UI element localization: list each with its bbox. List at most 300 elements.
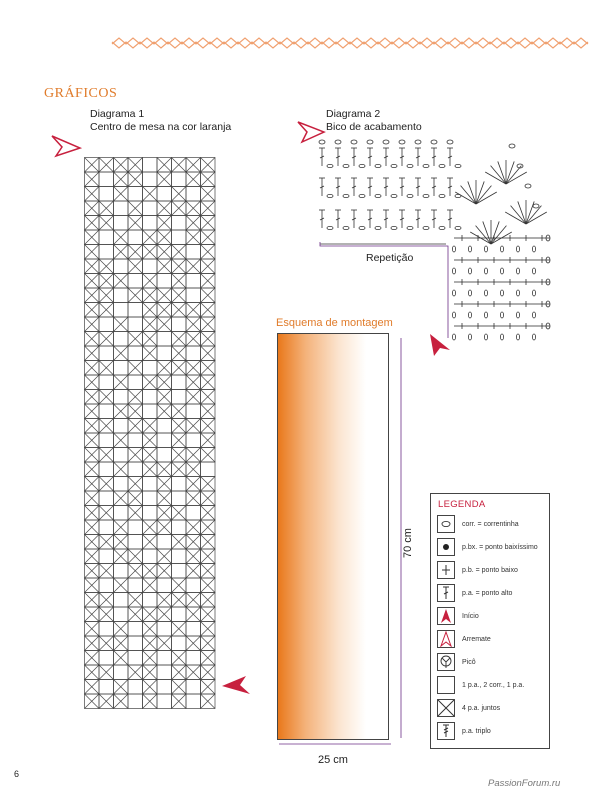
x-mark bbox=[201, 375, 216, 390]
x-mark bbox=[114, 680, 129, 695]
x-mark bbox=[186, 593, 201, 608]
x-mark bbox=[85, 491, 100, 506]
x-mark bbox=[143, 520, 158, 535]
x-mark bbox=[143, 694, 158, 709]
grid-cell-empty bbox=[201, 462, 216, 477]
chain-stitch bbox=[359, 164, 365, 167]
x-mark bbox=[85, 419, 100, 434]
x-mark bbox=[186, 375, 201, 390]
x-mark bbox=[201, 245, 216, 260]
grid-cell-empty bbox=[114, 665, 129, 680]
chain-stitch bbox=[375, 164, 381, 167]
x-mark bbox=[114, 462, 129, 477]
grid-cell-empty bbox=[143, 259, 158, 274]
grid-cell-empty bbox=[114, 477, 129, 492]
grid-cell-empty bbox=[99, 245, 114, 260]
chain-stitch bbox=[532, 334, 535, 340]
chain-icon bbox=[437, 515, 455, 533]
x-mark bbox=[172, 448, 187, 463]
x-mark bbox=[172, 303, 187, 318]
diagram2-subtitle: Bico de acabamento bbox=[326, 121, 422, 133]
x-mark bbox=[114, 404, 129, 419]
x-mark bbox=[128, 245, 143, 260]
grid-cell-empty bbox=[157, 332, 172, 347]
picot-stitch bbox=[383, 140, 389, 144]
x-mark bbox=[114, 578, 129, 593]
grid-cell-empty bbox=[99, 172, 114, 187]
x-mark bbox=[85, 448, 100, 463]
x-mark bbox=[143, 622, 158, 637]
x-mark bbox=[172, 288, 187, 303]
x-mark bbox=[186, 665, 201, 680]
grid-cell-empty bbox=[99, 187, 114, 202]
x-mark bbox=[201, 404, 216, 419]
x-mark bbox=[172, 694, 187, 709]
x-mark bbox=[114, 694, 129, 709]
x-mark bbox=[157, 564, 172, 579]
chain-stitch bbox=[516, 246, 519, 252]
x-mark bbox=[143, 317, 158, 332]
x-mark bbox=[85, 651, 100, 666]
grid-cell-empty bbox=[157, 694, 172, 709]
grid-cell-empty bbox=[172, 607, 187, 622]
x-mark bbox=[172, 259, 187, 274]
watermark: PassionForum.ru bbox=[488, 778, 561, 789]
x-mark bbox=[186, 462, 201, 477]
x-mark bbox=[201, 665, 216, 680]
x-mark bbox=[114, 622, 129, 637]
x-mark bbox=[128, 201, 143, 216]
chain-stitch bbox=[391, 194, 397, 197]
x-mark bbox=[186, 419, 201, 434]
x-mark bbox=[143, 607, 158, 622]
chain-stitch bbox=[391, 226, 397, 229]
grid-cell-empty bbox=[114, 361, 129, 376]
x-mark bbox=[157, 491, 172, 506]
x-mark bbox=[143, 288, 158, 303]
grid-cell-empty bbox=[99, 680, 114, 695]
x-mark bbox=[143, 448, 158, 463]
x-mark bbox=[157, 172, 172, 187]
chain-stitch bbox=[516, 268, 519, 274]
grid-cell-empty bbox=[99, 375, 114, 390]
x-mark bbox=[143, 535, 158, 550]
x-mark bbox=[85, 187, 100, 202]
x-mark bbox=[172, 346, 187, 361]
grid-cell-empty bbox=[128, 274, 143, 289]
grid-cell-empty bbox=[114, 607, 129, 622]
grid-cell-empty bbox=[172, 520, 187, 535]
legend-text: Arremate bbox=[462, 635, 491, 643]
chain-stitch bbox=[343, 164, 349, 167]
grid-cell-empty bbox=[128, 578, 143, 593]
grid-cell-empty bbox=[99, 317, 114, 332]
x-mark bbox=[172, 361, 187, 376]
x-mark bbox=[143, 346, 158, 361]
x-mark bbox=[157, 317, 172, 332]
x-mark bbox=[85, 201, 100, 216]
fan-stitch bbox=[491, 221, 499, 244]
x-mark bbox=[186, 535, 201, 550]
x-mark bbox=[143, 636, 158, 651]
x-mark bbox=[157, 506, 172, 521]
grid-cell-empty bbox=[99, 230, 114, 245]
diagram1-finish-arrow-icon bbox=[222, 676, 250, 700]
x-mark bbox=[128, 549, 143, 564]
x-mark bbox=[201, 477, 216, 492]
grid-cell-empty bbox=[99, 549, 114, 564]
x-mark bbox=[99, 390, 114, 405]
slip-stitch-icon bbox=[437, 538, 455, 556]
x-mark bbox=[85, 607, 100, 622]
x-mark bbox=[201, 346, 216, 361]
x-mark bbox=[201, 317, 216, 332]
x-mark bbox=[201, 216, 216, 231]
x-mark bbox=[172, 433, 187, 448]
x-mark bbox=[186, 361, 201, 376]
x-mark bbox=[172, 201, 187, 216]
picot-stitch bbox=[447, 140, 453, 144]
grid-cell-empty bbox=[172, 375, 187, 390]
x-mark bbox=[157, 636, 172, 651]
x-mark bbox=[157, 216, 172, 231]
x-mark bbox=[114, 549, 129, 564]
x-mark bbox=[114, 158, 129, 173]
assembly-title: Esquema de montagem bbox=[276, 317, 393, 329]
fan-stitch bbox=[526, 206, 541, 224]
legend-text: p.bx. = ponto baixíssimo bbox=[462, 543, 538, 551]
x-mark bbox=[201, 332, 216, 347]
triple-crochet-icon bbox=[437, 722, 455, 740]
grid-cell-empty bbox=[114, 390, 129, 405]
legend-text: 1 p.a., 2 corr., 1 p.a. bbox=[462, 681, 525, 689]
x-mark bbox=[186, 636, 201, 651]
x-mark bbox=[99, 288, 114, 303]
x-mark bbox=[99, 607, 114, 622]
x-mark bbox=[143, 187, 158, 202]
chain-stitch bbox=[516, 290, 519, 296]
x-mark bbox=[157, 462, 172, 477]
chain-stitch bbox=[500, 268, 503, 274]
grid-cell-empty bbox=[143, 361, 158, 376]
diagram1-subtitle: Centro de mesa na cor laranja bbox=[90, 121, 232, 133]
grid-cell-empty bbox=[172, 491, 187, 506]
x-mark bbox=[143, 245, 158, 260]
diagram1-chart-grid bbox=[84, 157, 216, 709]
x-mark bbox=[128, 665, 143, 680]
chain-stitch bbox=[532, 312, 535, 318]
x-mark bbox=[143, 578, 158, 593]
fan-stitch bbox=[476, 192, 497, 204]
grid-cell-empty bbox=[114, 332, 129, 347]
x-mark bbox=[85, 361, 100, 376]
chain-stitch bbox=[484, 334, 487, 340]
chain-stitch bbox=[532, 268, 535, 274]
x-mark bbox=[201, 564, 216, 579]
x-mark bbox=[99, 694, 114, 709]
chain-stitch bbox=[375, 226, 381, 229]
x-mark bbox=[85, 622, 100, 637]
x-mark bbox=[201, 520, 216, 535]
diagram2-finish-arrow-icon bbox=[430, 334, 450, 356]
x-mark bbox=[85, 230, 100, 245]
chain-stitch bbox=[455, 226, 461, 229]
grid-cell-empty bbox=[157, 433, 172, 448]
x-mark bbox=[172, 506, 187, 521]
x-mark bbox=[201, 274, 216, 289]
x-mark bbox=[114, 317, 129, 332]
x-mark bbox=[201, 172, 216, 187]
grid-cell-empty bbox=[157, 419, 172, 434]
grid-cell-empty bbox=[128, 520, 143, 535]
x-mark bbox=[128, 332, 143, 347]
dimension-lines bbox=[275, 330, 415, 750]
x-mark bbox=[157, 230, 172, 245]
diagram1-title: Diagrama 1 bbox=[90, 108, 145, 120]
chain-stitch bbox=[423, 226, 429, 229]
legend-text: corr. = correntinha bbox=[462, 520, 519, 528]
repeat-label: Repetição bbox=[366, 252, 414, 264]
x-mark bbox=[114, 433, 129, 448]
fan-stitch bbox=[455, 192, 476, 204]
fan-stitch bbox=[491, 166, 506, 184]
x-mark bbox=[201, 636, 216, 651]
x-mark bbox=[85, 535, 100, 550]
x-mark bbox=[85, 346, 100, 361]
decorative-zigzag-border bbox=[112, 36, 592, 50]
single-crochet-icon bbox=[437, 561, 455, 579]
chain-stitch bbox=[452, 334, 455, 340]
x-mark bbox=[201, 549, 216, 564]
fan-stitch bbox=[476, 186, 491, 204]
x-mark bbox=[128, 361, 143, 376]
grid-cell-empty bbox=[99, 520, 114, 535]
x-mark bbox=[85, 245, 100, 260]
grid-cell-empty bbox=[128, 636, 143, 651]
chain-stitch bbox=[407, 194, 413, 197]
x-mark bbox=[157, 404, 172, 419]
chain-stitch bbox=[516, 312, 519, 318]
chain-stitch bbox=[423, 194, 429, 197]
picot-stitch bbox=[335, 140, 341, 144]
grid-cell-empty bbox=[114, 593, 129, 608]
chain-stitch bbox=[484, 268, 487, 274]
x-mark bbox=[172, 651, 187, 666]
x-mark bbox=[85, 477, 100, 492]
x-mark bbox=[201, 158, 216, 173]
x-mark bbox=[114, 651, 129, 666]
x-mark bbox=[99, 636, 114, 651]
grid-cell-empty bbox=[143, 158, 158, 173]
grid-cell-empty bbox=[128, 303, 143, 318]
chain-stitch bbox=[391, 164, 397, 167]
empty-square-icon bbox=[437, 676, 455, 694]
legend-box bbox=[430, 493, 550, 749]
grid-cell-empty bbox=[143, 216, 158, 231]
grid-cell-empty bbox=[172, 390, 187, 405]
x-mark bbox=[172, 462, 187, 477]
grid-cell-empty bbox=[143, 390, 158, 405]
double-crochet-icon bbox=[437, 584, 455, 602]
picot-stitch bbox=[367, 140, 373, 144]
grid-cell-empty bbox=[186, 506, 201, 521]
x-mark bbox=[186, 477, 201, 492]
grid-cell-empty bbox=[157, 651, 172, 666]
x-mark bbox=[201, 491, 216, 506]
x-mark bbox=[186, 158, 201, 173]
x-mark bbox=[172, 535, 187, 550]
chain-stitch bbox=[452, 268, 455, 274]
x-mark bbox=[85, 274, 100, 289]
grid-cell-empty bbox=[172, 636, 187, 651]
x-mark bbox=[186, 549, 201, 564]
chain-stitch bbox=[500, 312, 503, 318]
fan-stitch bbox=[485, 172, 506, 184]
legend-title: LEGENDA bbox=[438, 499, 486, 510]
chain-stitch bbox=[455, 164, 461, 167]
grid-cell-empty bbox=[128, 230, 143, 245]
grid-cell-empty bbox=[114, 201, 129, 216]
grid-cell-empty bbox=[157, 665, 172, 680]
x-mark bbox=[186, 564, 201, 579]
x-mark bbox=[114, 535, 129, 550]
fan-stitch bbox=[506, 166, 521, 184]
x-mark bbox=[143, 462, 158, 477]
x-mark bbox=[186, 216, 201, 231]
fan-stitch bbox=[511, 206, 526, 224]
x-mark bbox=[143, 375, 158, 390]
legend-item-start bbox=[437, 606, 547, 626]
grid-cell-empty bbox=[128, 535, 143, 550]
x-mark bbox=[157, 593, 172, 608]
x-mark bbox=[128, 288, 143, 303]
x-mark bbox=[186, 303, 201, 318]
grid-cell-empty bbox=[114, 564, 129, 579]
grid-cell-empty bbox=[143, 404, 158, 419]
x-mark bbox=[99, 332, 114, 347]
x-mark bbox=[85, 259, 100, 274]
picot-stitch bbox=[509, 144, 515, 148]
chain-stitch bbox=[468, 290, 471, 296]
legend-text: Início bbox=[462, 612, 479, 620]
grid-cell-empty bbox=[157, 274, 172, 289]
x-mark bbox=[143, 651, 158, 666]
grid-cell-empty bbox=[186, 288, 201, 303]
chain-stitch bbox=[532, 290, 535, 296]
grid-cell-empty bbox=[157, 535, 172, 550]
grid-cell-empty bbox=[99, 433, 114, 448]
x-mark bbox=[186, 259, 201, 274]
grid-cell-empty bbox=[114, 419, 129, 434]
x-mark bbox=[201, 622, 216, 637]
x-mark bbox=[114, 520, 129, 535]
x-mark bbox=[201, 448, 216, 463]
chain-stitch bbox=[500, 290, 503, 296]
x-mark bbox=[172, 158, 187, 173]
x-mark bbox=[114, 346, 129, 361]
fan-stitch bbox=[506, 161, 514, 184]
x-mark bbox=[186, 172, 201, 187]
chain-stitch bbox=[407, 226, 413, 229]
x-mark bbox=[85, 694, 100, 709]
x-mark bbox=[128, 158, 143, 173]
picot-stitch bbox=[399, 140, 405, 144]
x-mark bbox=[85, 332, 100, 347]
x-mark bbox=[201, 506, 216, 521]
picot-stitch bbox=[525, 184, 531, 188]
x-mark bbox=[201, 419, 216, 434]
x-mark bbox=[85, 680, 100, 695]
x-mark bbox=[172, 404, 187, 419]
x-mark bbox=[157, 201, 172, 216]
legend-text: p.b. = ponto baixo bbox=[462, 566, 518, 574]
x-mark bbox=[201, 303, 216, 318]
grid-cell-empty bbox=[143, 506, 158, 521]
chain-stitch bbox=[452, 246, 455, 252]
grid-cell-empty bbox=[143, 593, 158, 608]
x-mark bbox=[201, 694, 216, 709]
x-mark bbox=[99, 564, 114, 579]
x-mark bbox=[201, 259, 216, 274]
x-mark bbox=[143, 665, 158, 680]
x-mark bbox=[85, 216, 100, 231]
picot-stitch bbox=[319, 140, 325, 144]
grid-cell-empty bbox=[186, 694, 201, 709]
height-dimension-label: 70 cm bbox=[402, 528, 414, 558]
x-mark bbox=[201, 361, 216, 376]
fan-stitch bbox=[461, 186, 476, 204]
grid-cell-empty bbox=[114, 303, 129, 318]
x-mark bbox=[143, 274, 158, 289]
x-mark bbox=[157, 375, 172, 390]
finish-arrow-icon bbox=[437, 630, 455, 648]
x-mark bbox=[128, 607, 143, 622]
x-mark bbox=[157, 245, 172, 260]
grid-cell-empty bbox=[114, 506, 129, 521]
section-title: GRÁFICOS bbox=[44, 86, 118, 101]
grid-cell-empty bbox=[172, 317, 187, 332]
x-mark bbox=[99, 303, 114, 318]
picot-stitch bbox=[415, 140, 421, 144]
fan-stitch bbox=[506, 172, 527, 184]
x-mark bbox=[172, 274, 187, 289]
x-mark bbox=[128, 390, 143, 405]
grid-cell-empty bbox=[157, 187, 172, 202]
x-mark bbox=[85, 578, 100, 593]
chain-stitch bbox=[407, 164, 413, 167]
picot-stitch bbox=[431, 140, 437, 144]
grid-cell-empty bbox=[186, 622, 201, 637]
legend-text: p.a. = ponto alto bbox=[462, 589, 513, 597]
fan-stitch bbox=[468, 181, 476, 204]
x-mark bbox=[85, 172, 100, 187]
x-mark bbox=[128, 419, 143, 434]
grid-cell-empty bbox=[114, 288, 129, 303]
x-mark bbox=[186, 607, 201, 622]
legend-text: 4 p.a. juntos bbox=[462, 704, 501, 712]
grid-cell-empty bbox=[128, 375, 143, 390]
fan-stitch bbox=[526, 212, 547, 224]
chain-stitch bbox=[468, 268, 471, 274]
x-mark bbox=[85, 158, 100, 173]
x-mark bbox=[186, 201, 201, 216]
x-mark bbox=[186, 390, 201, 405]
chain-stitch bbox=[532, 246, 535, 252]
grid-cell-empty bbox=[128, 433, 143, 448]
grid-cell-empty bbox=[186, 651, 201, 666]
x-mark bbox=[157, 607, 172, 622]
x-mark bbox=[114, 375, 129, 390]
